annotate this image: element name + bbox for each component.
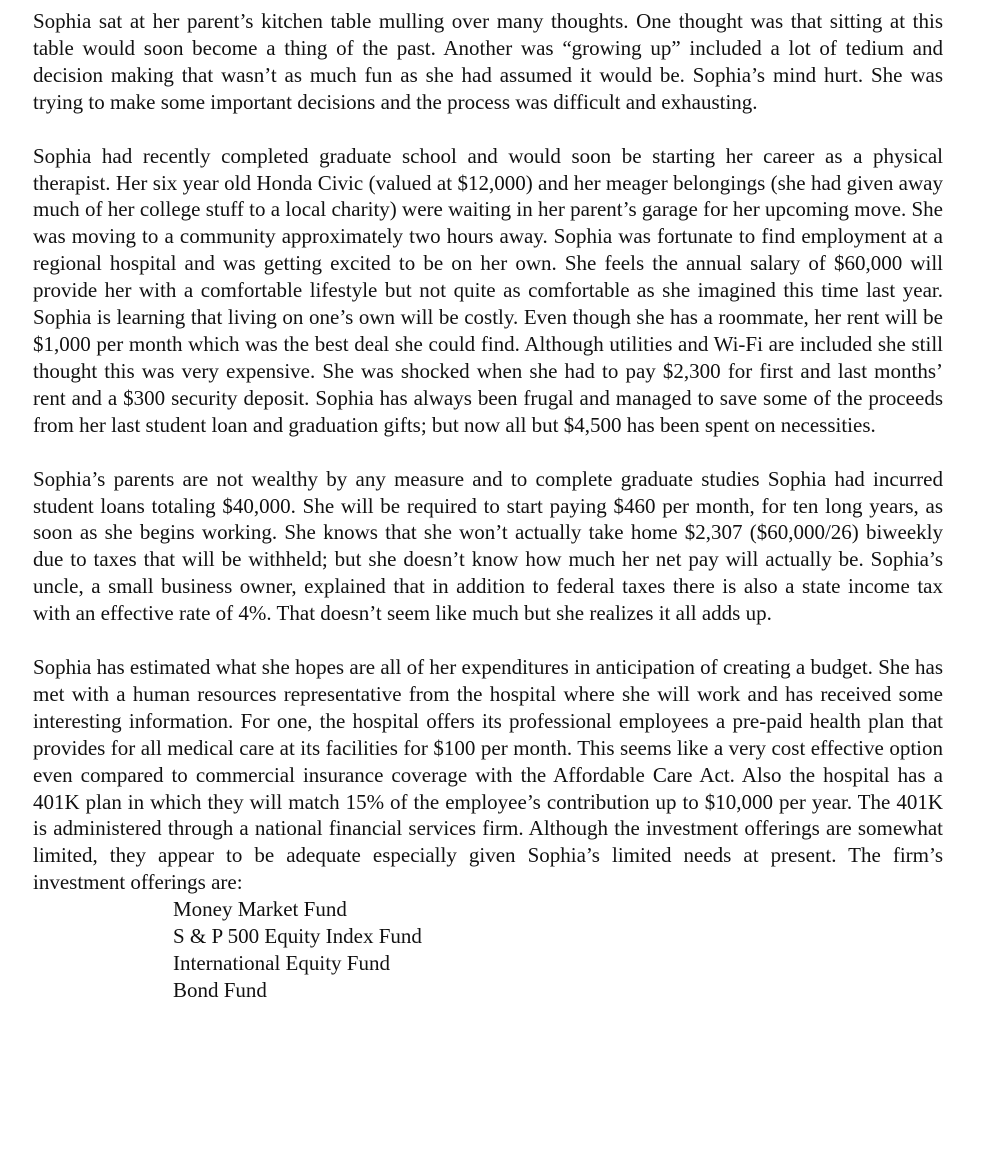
- investment-fund-list: [33, 896, 943, 1004]
- paragraph-kitchen-table: Sophia sat at her parent’s kitchen table mulling over many thoughts. One thought was that sitting at this table would soon become a thing of the past. Another was “growing up” included a lot of tedium and decision making that wasn’t as much fun as she had assumed it would be. Sophia’s mind hurt. She was trying to make some important decisions and the process was difficult and exhausting.: [33, 9, 943, 114]
- fund-item-money-market: Money Market Fund: [173, 897, 347, 922]
- paragraph-student-loans: Sophia’s parents are not wealthy by any measure and to complete graduate studies Sophia had incurred student loans totaling $40,000. She will be required to start paying $460 per month, for ten long years, as soon as she begins working. She knows that she won’t actually take home $2,307 ($60,000/26) biweekly due to taxes that will be withheld; but she doesn’t know how much her net pay will actually be. Sophia’s uncle, a small business owner, explained that in addition to federal taxes there is also a state income tax with an effective rate of 4%. That doesn’t seem like much but she realizes it all adds up.: [33, 466, 943, 626]
- paragraph-spacer: [33, 627, 943, 654]
- paragraph-career-and-move: Sophia had recently completed graduate school and would soon be starting her career as a physical therapist. Her six year old Honda Civic (valued at $12,000) and her meager belongings (she had given away much of her college stuff to a local charity) were waiting in her parent’s garage for her upcoming move. She was moving to a community approximately two hours away. Sophia was fortunate to find employment at a regional hospital and was getting excited to be on her own. She feels the annual salary of $60,000 will provide her with a comfortable lifestyle but not quite as comfortable as she imagined this time last year. Sophia is learning that living on one’s own will be costly. Even though she has a roommate, her rent will be $1,000 per month which was the best deal she could find. Although utilities and Wi-Fi are included she still thought this was very expensive. She was shocked when she had to pay $2,300 for first and last months’ rent and a $300 security deposit. Sophia has always been frugal and managed to save some of the proceeds from her last student loan and graduation gifts; but now all but $4,500 has been spent on necessities.: [33, 143, 943, 437]
- paragraph-benefits-401k: Sophia has estimated what she hopes are all of her expenditures in anticipation of creating a budget. She has met with a human resources representative from the hospital where she will work and has received some interesting information. For one, the hospital offers its professional employees a pre-paid health plan that provides for all medical care at its facilities for $100 per month. This seems like a very cost effective option even compared to commercial insurance coverage with the Affordable Care Act. Also the hospital has a 401K plan in which they will match 15% of the employee’s contribution up to $10,000 per year. The 401K is administered through a national financial services firm. Although the investment offerings are somewhat limited, they appear to be adequate especially given Sophia’s limited needs at present. The firm’s investment offerings are:: [33, 655, 943, 895]
- paragraph-spacer: [33, 116, 943, 143]
- document-page: [33, 8, 943, 1004]
- fund-item-international-equity: International Equity Fund: [173, 951, 390, 976]
- fund-item-sp500: S & P 500 Equity Index Fund: [173, 924, 422, 949]
- paragraph-spacer: [33, 439, 943, 466]
- fund-item-bond: Bond Fund: [173, 978, 267, 1003]
